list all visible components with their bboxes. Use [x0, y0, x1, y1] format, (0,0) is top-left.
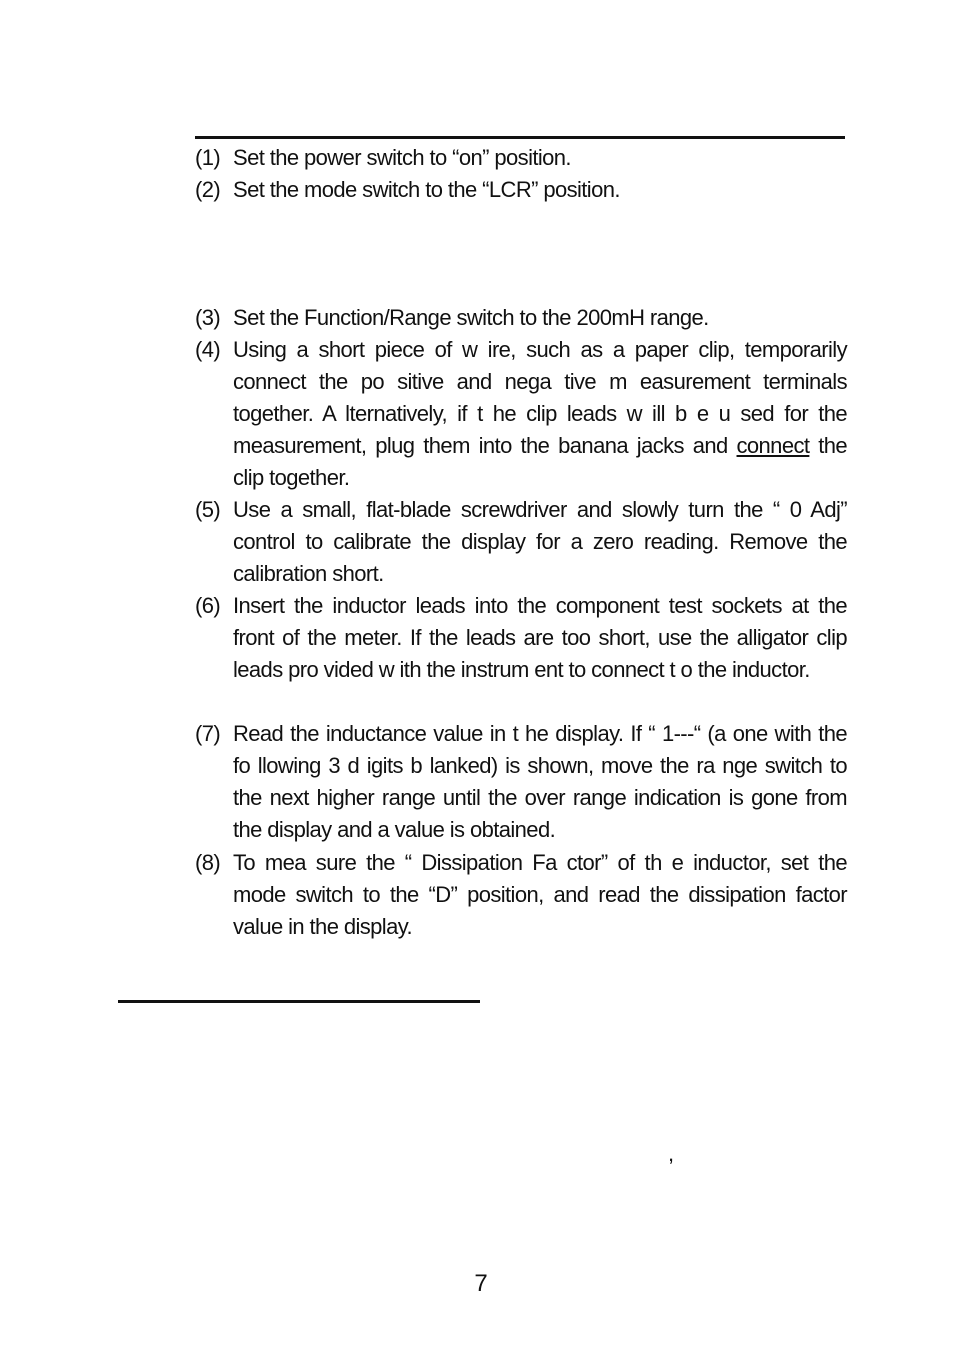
page-number: 7	[474, 1270, 488, 1297]
step-text-continued: the clip together.	[233, 433, 847, 490]
step-2	[195, 174, 847, 206]
step-text: Using a short piece of w ire, such as a paper clip, temporarily connect the po sitive and nega tive m easurement terminals together. A lternatively, if t he clip leads w ill b e u sed for the measurement, plug them into the banana jacks and	[233, 337, 847, 458]
step-number: (3)	[195, 305, 221, 330]
step-number: (6)	[195, 593, 221, 618]
step-text: Set the power switch to “on” position.	[233, 145, 571, 170]
step-text: Use a small, flat-blade screwdriver and slowly turn the “ 0 Adj” control to calibrate the display for a zero reading. Remove the calibration short.	[233, 497, 847, 586]
bottom-rule	[118, 1000, 480, 1003]
step-7	[195, 718, 847, 846]
step-number: (8)	[195, 850, 221, 875]
step-3	[195, 302, 847, 334]
step-text: Insert the inductor leads into the component test sockets at the front of the meter. If the leads are too short, use the alligator clip leads pro vided w ith the instrum ent to connect t o the inductor.	[233, 593, 847, 682]
top-rule	[195, 136, 845, 139]
step-1	[195, 142, 847, 174]
step-text-wrapper	[233, 334, 847, 494]
step-number: (2)	[195, 177, 221, 202]
step-text: Read the inductance value in t he display. If “ 1---“ (a one with the fo llowing 3 d igits b lanked) is shown, move the ra nge switch to the next higher range until the over range indication is gone from the display and a value is obtained.	[233, 721, 847, 842]
step-5	[195, 494, 847, 590]
underlined-word: connect	[736, 433, 810, 458]
step-number: (7)	[195, 721, 221, 746]
step-number: (4)	[195, 337, 221, 362]
step-6	[195, 590, 847, 686]
stray-mark: ,	[668, 1141, 675, 1166]
step-text: Set the mode switch to the “LCR” position.	[233, 177, 620, 202]
step-number: (1)	[195, 145, 221, 170]
step-4	[195, 334, 847, 494]
step-8	[195, 847, 847, 943]
step-number: (5)	[195, 497, 221, 522]
step-text: Set the Function/Range switch to the 200mH range.	[233, 305, 709, 330]
step-text: To mea sure the “ Dissipation Fa ctor” of th e inductor, set the mode switch to the “D” position, and read the dissipation factor value in the display.	[233, 850, 847, 939]
